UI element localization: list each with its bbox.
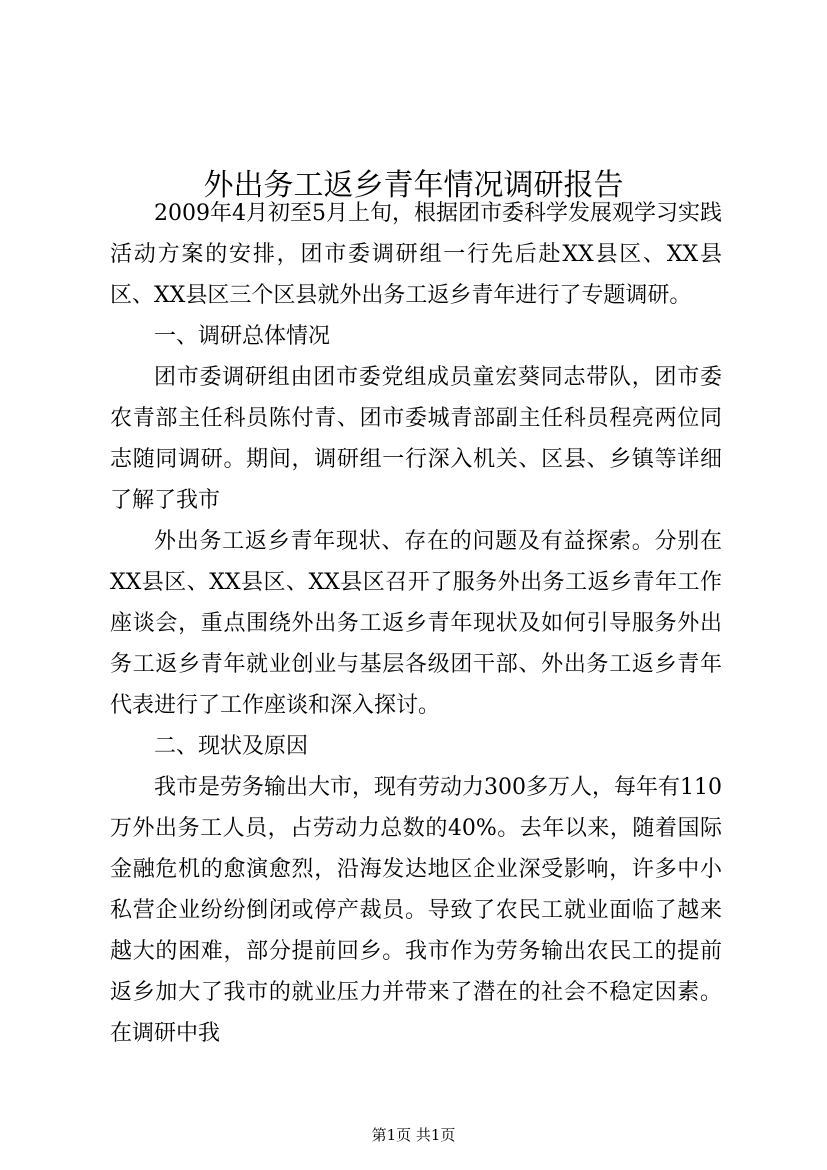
- page-number-footer: 第1页 共1页: [371, 1126, 456, 1144]
- paragraph-status: 我市是劳务输出大市，现有劳动力300多万人，每年有110万外出务工人员，占劳动力总数的40%。去年以来，随着国际金融危机的愈演愈烈，沿海发达地区企业深受影响，许多中小私营企业纷纷倒闭或停产裁员。导致了农民工就业面临了越来越大的困难，部分提前回乡。我市作为劳务输出农民工的提前返乡加大了我市的就业压力并带来了潜在的社会不稳定因素。在调研中我: [110, 775, 722, 1046]
- section-heading-overview: 一、调研总体情况: [154, 324, 331, 349]
- paragraph-investigation: 外出务工返乡青年现状、存在的问题及有益探索。分别在XX县区、XX县区、XX县区召开了服务外出务工返乡青年工作座谈会，重点围绕外出务工返乡青年现状及如何引导服务外出务工返乡青年就业创业与基层各级团干部、外出务工返乡青年代表进行了工作座谈和深入探讨。: [110, 529, 722, 718]
- document-body: [110, 193, 722, 1054]
- section-heading-status: 二、现状及原因: [154, 734, 309, 759]
- paragraph-team: 团市委调研组由团市委党组成员童宏葵同志带队，团市委农青部主任科员陈付青、团市委城青部副主任科员程亮两位同志随同调研。期间，调研组一行深入机关、区县、乡镇等详细了解了我市: [110, 365, 722, 513]
- document-title: 外出务工返乡青年情况调研报告: [203, 168, 624, 204]
- paragraph-intro: 2009年4月初至5月上旬，根据团市委科学发展观学习实践活动方案的安排，团市委调研组一行先后赴XX县区、XX县区、XX县区三个区县就外出务工返乡青年进行了专题调研。: [110, 201, 722, 308]
